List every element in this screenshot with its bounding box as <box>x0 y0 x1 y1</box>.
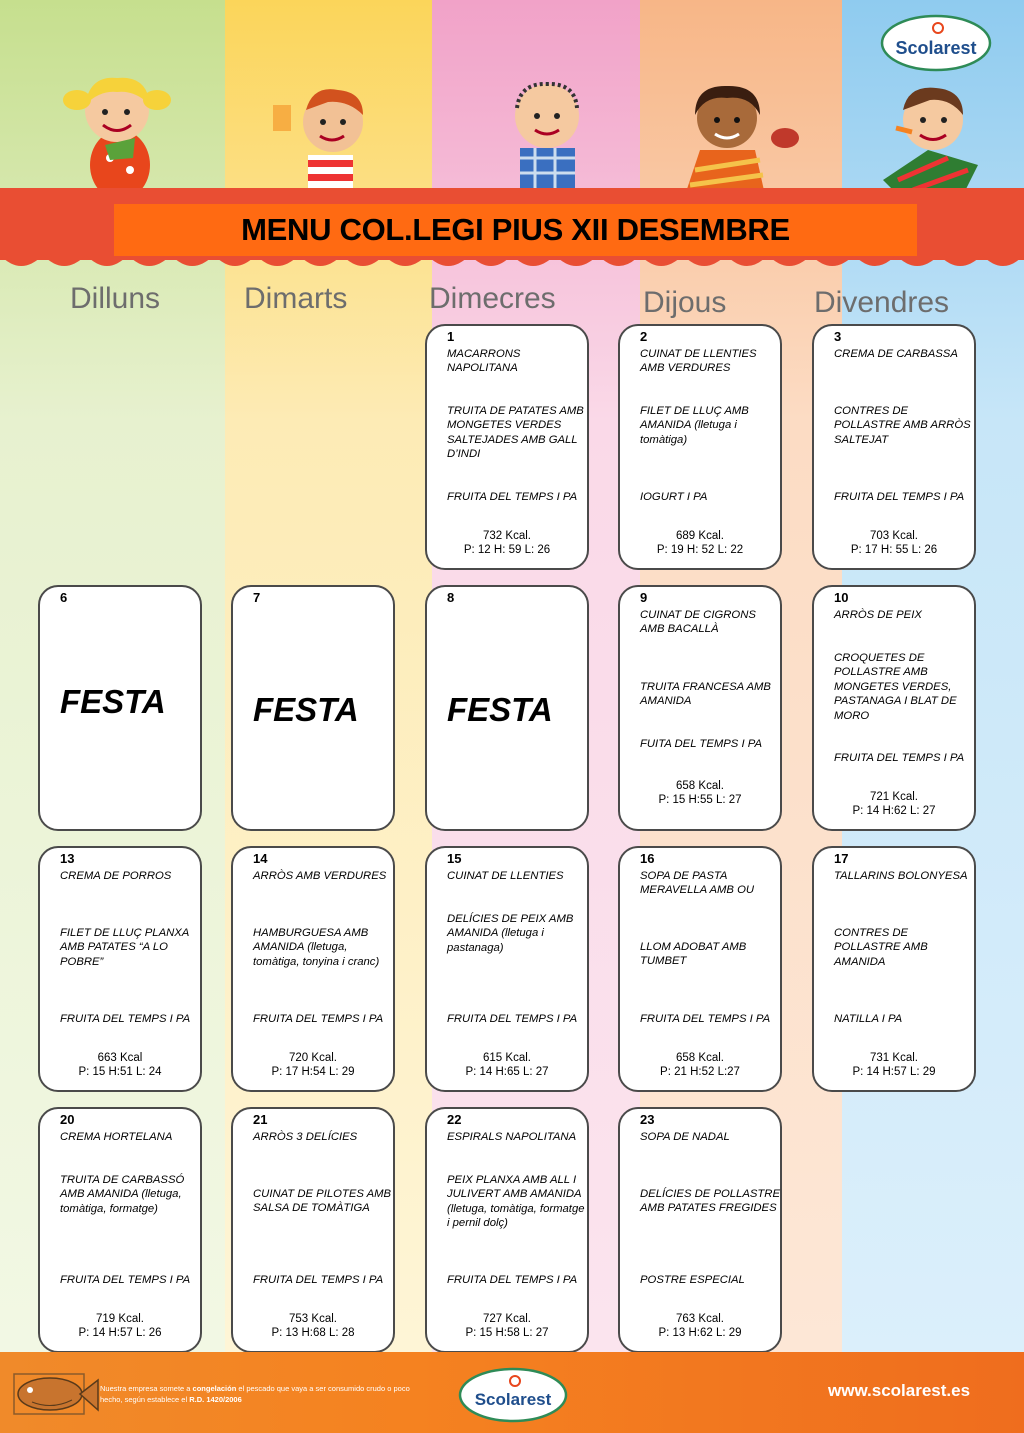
day-number: 20 <box>60 1112 75 1127</box>
first-course: CUINAT DE CIGRONS AMB BACALLÀ <box>640 609 756 636</box>
holiday-label: FESTA <box>447 691 553 728</box>
day-header-thursday: Dijous <box>643 286 727 319</box>
macros-value: P: 21 H:52 L:27 <box>660 1066 740 1079</box>
first-course: ARRÒS AMB VERDURES <box>253 870 387 882</box>
macros-value: P: 15 H:58 L: 27 <box>465 1327 549 1340</box>
dessert: FRUITA DEL TEMPS I PA <box>447 1013 578 1025</box>
nutrition-info <box>814 790 974 819</box>
kcal-value: 731 Kcal. <box>870 1052 918 1064</box>
second-course: CUINAT DE PILOTES AMB SALSA DE TOMÀTIGA <box>253 1188 392 1215</box>
menu-day-15 <box>425 846 589 1092</box>
nutrition-info <box>620 1312 780 1341</box>
day-header-wednesday: Dimecres <box>429 282 556 315</box>
day-number: 23 <box>640 1112 655 1127</box>
menu-day-21 <box>231 1107 395 1353</box>
first-course: CUINAT DE LLENTIES <box>447 870 564 882</box>
menu-day-13 <box>38 846 202 1092</box>
dessert: POSTRE ESPECIAL <box>640 1274 745 1286</box>
kid-girl-dark-icon <box>665 80 805 195</box>
nutrition-info <box>620 529 780 558</box>
note-text-2: el pescado que vaya a ser consumido crudo o poco hecho, según establece el <box>100 1384 410 1404</box>
kcal-value: 658 Kcal. <box>676 1052 724 1064</box>
second-course: LLOM ADOBAT AMB TUMBET <box>640 941 747 968</box>
menu-day-20 <box>38 1107 202 1353</box>
kcal-value: 689 Kcal. <box>676 530 724 542</box>
dessert: FRUITA DEL TEMPS I PA <box>60 1013 191 1025</box>
day-number: 9 <box>640 590 648 605</box>
first-course: ESPIRALS NAPOLITANA <box>447 1131 577 1143</box>
nutrition-info <box>427 1312 587 1341</box>
kcal-value: 763 Kcal. <box>676 1313 724 1325</box>
macros-value: P: 14 H:65 L: 27 <box>465 1066 549 1079</box>
second-course: TRUITA FRANCESA AMB AMANIDA <box>640 681 771 708</box>
macros-value: P: 14 H:57 L: 29 <box>852 1066 936 1079</box>
day-number: 14 <box>253 851 268 866</box>
second-course: FILET DE LLUÇ AMB AMANIDA (lletuga i tomàtiga) <box>640 405 749 446</box>
page-title: MENU COL.LEGI PIUS XII DESEMBRE <box>241 212 790 247</box>
kcal-value: 727 Kcal. <box>483 1313 531 1325</box>
first-course: CREMA DE PORROS <box>60 870 172 882</box>
kcal-value: 753 Kcal. <box>289 1313 337 1325</box>
day-number: 10 <box>834 590 849 605</box>
macros-value: P: 14 H:62 L: 27 <box>852 805 936 818</box>
scolarest-logo-text: Scolarest <box>474 1390 552 1409</box>
note-bold-2: R.D. 1420/2006 <box>189 1395 242 1404</box>
second-course: CONTRES DE POLLASTRE AMB ARRÒS SALTEJAT <box>834 405 971 446</box>
first-course: CREMA DE CARBASSA <box>834 348 958 360</box>
second-course: CONTRES DE POLLASTRE AMB AMANIDA <box>834 927 928 968</box>
header-scallop <box>0 255 1024 277</box>
menu-day-3 <box>812 324 976 570</box>
macros-value: P: 15 H:55 L: 27 <box>658 794 742 807</box>
nutrition-info <box>814 529 974 558</box>
kcal-value: 703 Kcal. <box>870 530 918 542</box>
day-number: 3 <box>834 329 842 344</box>
day-number: 21 <box>253 1112 268 1127</box>
dessert: FRUITA DEL TEMPS I PA <box>834 752 965 764</box>
menu-day-10 <box>812 585 976 831</box>
kcal-value: 720 Kcal. <box>289 1052 337 1064</box>
scolarest-logo-bottom <box>458 1367 568 1423</box>
menu-day-9 <box>618 585 782 831</box>
nutrition-info <box>233 1051 393 1080</box>
holiday-label: FESTA <box>60 683 166 720</box>
scolarest-logo-top <box>880 14 992 72</box>
second-course: FILET DE LLUÇ PLANXA AMB PATATES “A LO POBRE” <box>60 927 189 968</box>
second-course: TRUITA DE CARBASSÓ AMB AMANIDA (lletuga, tomàtiga, formatge) <box>60 1174 185 1215</box>
kcal-value: 721 Kcal. <box>870 791 918 803</box>
menu-day-14 <box>231 846 395 1092</box>
second-course: TRUITA DE PATATES AMB MONGETES VERDES SALTEJADES AMB GALL D’INDI <box>447 405 584 461</box>
dessert: FRUITA DEL TEMPS I PA <box>640 1013 771 1025</box>
menu-title-box <box>114 204 917 256</box>
fish-icon <box>12 1364 100 1426</box>
macros-value: P: 17 H:54 L: 29 <box>271 1066 355 1079</box>
dessert: FUITA DEL TEMPS I PA <box>640 738 762 750</box>
day-number: 6 <box>60 590 68 605</box>
note-bold-1: congelación <box>192 1384 237 1393</box>
macros-value: P: 17 H: 55 L: 26 <box>850 544 938 557</box>
day-number: 1 <box>447 329 455 344</box>
dessert: FRUITA DEL TEMPS I PA <box>253 1013 384 1025</box>
menu-day-7 <box>231 585 395 831</box>
day-header-friday: Divendres <box>814 286 950 319</box>
nutrition-info <box>40 1312 200 1341</box>
second-course: CROQUETES DE POLLASTRE AMB MONGETES VERDES, PASTANAGA I BLAT DE MORO <box>834 652 957 722</box>
kcal-value: 663 Kcal <box>97 1052 143 1064</box>
kcal-value: 732 Kcal. <box>483 530 531 542</box>
macros-value: P: 14 H:57 L: 26 <box>78 1327 162 1340</box>
first-course: MACARRONS NAPOLITANA <box>447 348 521 375</box>
second-course: PEIX PLANXA AMB ALL I JULIVERT AMB AMANIDA (lletuga, tomàtiga, formatge i pernil dolç) <box>447 1174 585 1230</box>
macros-value: P: 15 H:51 L: 24 <box>78 1066 162 1079</box>
menu-day-2 <box>618 324 782 570</box>
kid-boy-carrot-icon <box>868 80 998 195</box>
day-number: 2 <box>640 329 648 344</box>
macros-value: P: 13 H:68 L: 28 <box>271 1327 355 1340</box>
day-number: 15 <box>447 851 462 866</box>
menu-day-17 <box>812 846 976 1092</box>
nutrition-info <box>427 1051 587 1080</box>
day-number: 8 <box>447 590 455 605</box>
nutrition-info <box>814 1051 974 1080</box>
dessert: FRUITA DEL TEMPS I PA <box>447 491 578 503</box>
dessert: FRUITA DEL TEMPS I PA <box>447 1274 578 1286</box>
menu-day-22 <box>425 1107 589 1353</box>
footer-website-link[interactable]: www.scolarest.es <box>828 1381 971 1400</box>
day-header-tuesday: Dimarts <box>244 282 348 315</box>
kid-boy-plaid-icon <box>495 78 605 193</box>
dessert: NATILLA I PA <box>834 1013 903 1025</box>
macros-value: P: 13 H:62 L: 29 <box>658 1327 742 1340</box>
macros-value: P: 19 H: 52 L: 22 <box>656 544 744 557</box>
dessert: FRUITA DEL TEMPS I PA <box>253 1274 384 1286</box>
day-number: 16 <box>640 851 655 866</box>
first-course: CREMA HORTELANA <box>60 1131 173 1143</box>
first-course: SOPA DE PASTA MERAVELLA AMB OU <box>640 870 755 897</box>
second-course: HAMBURGUESA AMB AMANIDA (lletuga, tomàtiga, tonyina i cranc) <box>253 927 380 968</box>
dessert: FRUITA DEL TEMPS I PA <box>834 491 965 503</box>
nutrition-info <box>40 1051 200 1080</box>
nutrition-info <box>620 1051 780 1080</box>
menu-day-8 <box>425 585 589 831</box>
day-number: 7 <box>253 590 261 605</box>
note-text-1: Nuestra empresa somete a <box>100 1384 193 1393</box>
menu-day-1 <box>425 324 589 570</box>
dessert: FRUITA DEL TEMPS I PA <box>60 1274 191 1286</box>
day-header-monday: Dilluns <box>70 282 161 315</box>
first-course: SOPA DE NADAL <box>640 1131 730 1143</box>
first-course: ARRÒS 3 DELÍCIES <box>253 1131 358 1143</box>
scolarest-logo-text: Scolarest <box>895 38 977 58</box>
kid-girl-blonde-icon <box>55 70 185 195</box>
first-course: ARRÒS DE PEIX <box>834 609 922 621</box>
kcal-value: 615 Kcal. <box>483 1052 531 1064</box>
kcal-value: 719 Kcal. <box>96 1313 144 1325</box>
second-course: DELÍCIES DE POLLASTRE AMB PATATES FREGIDES <box>640 1188 781 1215</box>
holiday-label: FESTA <box>253 691 359 728</box>
first-course: TALLARINS BOLONYESA <box>834 870 968 882</box>
day-number: 17 <box>834 851 849 866</box>
footer-freezing-note <box>100 1383 430 1405</box>
nutrition-info <box>620 779 780 808</box>
kcal-value: 658 Kcal. <box>676 780 724 792</box>
first-course: CUINAT DE LLENTIES AMB VERDURES <box>640 348 757 375</box>
dessert: IOGURT I PA <box>640 491 708 503</box>
menu-day-23 <box>618 1107 782 1353</box>
day-number: 22 <box>447 1112 462 1127</box>
macros-value: P: 12 H: 59 L: 26 <box>463 544 551 557</box>
day-number: 13 <box>60 851 75 866</box>
kid-boy-juice-icon <box>268 80 388 195</box>
nutrition-info <box>233 1312 393 1341</box>
menu-day-16 <box>618 846 782 1092</box>
menu-day-6 <box>38 585 202 831</box>
nutrition-info <box>427 529 587 558</box>
second-course: DELÍCIES DE PEIX AMB AMANIDA (lletuga i pastanaga) <box>447 913 574 954</box>
